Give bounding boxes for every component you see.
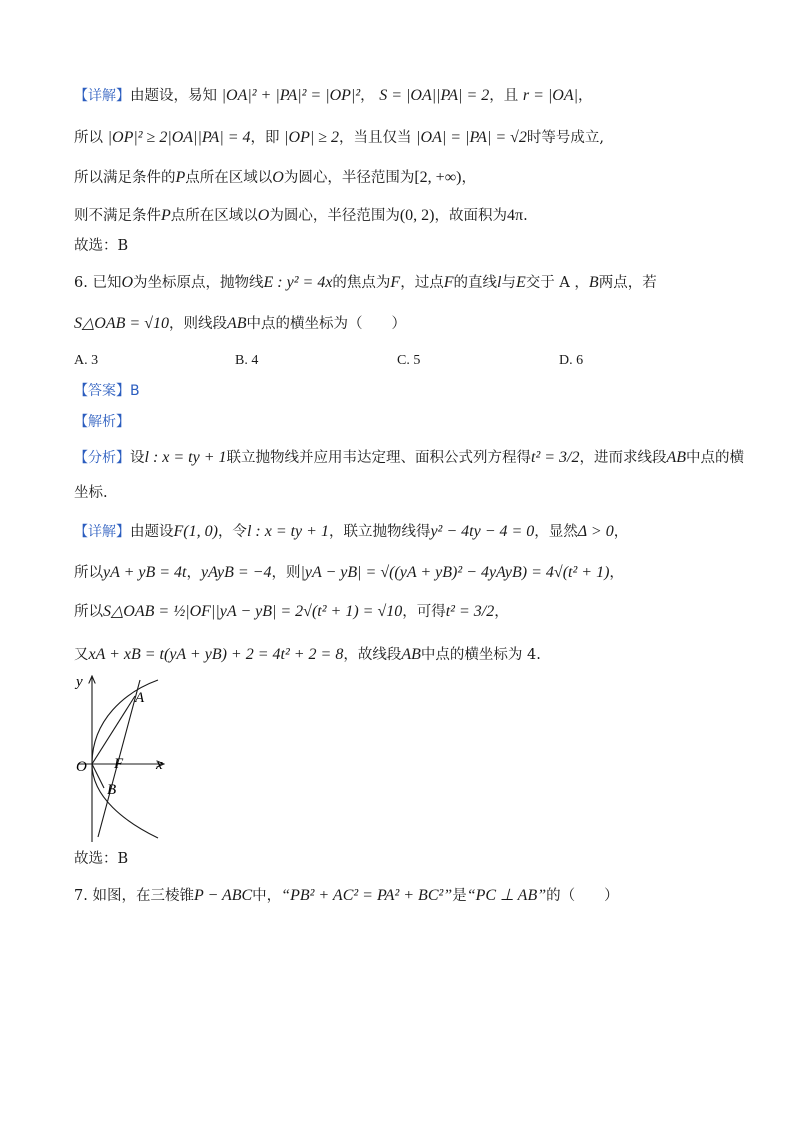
text: ，显然 xyxy=(534,524,578,540)
symbol-b: B xyxy=(588,274,599,291)
text: ， xyxy=(360,88,375,104)
selection-1: 故选：B xyxy=(74,238,129,254)
text: . xyxy=(523,208,528,224)
t-squared-value: t² = 3/2 xyxy=(531,449,580,466)
text: 所以满足条件的 xyxy=(74,170,176,186)
text: 为圆心，半径范围为 xyxy=(269,208,400,224)
text: 点所在区域以 xyxy=(185,170,273,186)
label-x: x xyxy=(156,757,163,773)
line-equation: l : x = ty + 1 xyxy=(144,449,227,466)
segment-oa xyxy=(92,696,135,764)
text: 为坐标原点，抛物线 xyxy=(133,275,264,291)
pyramid-name: P − ABC xyxy=(193,887,253,904)
symbol-f: F xyxy=(443,274,454,291)
text: 又 xyxy=(74,647,89,663)
detail2-line-1 xyxy=(74,522,628,541)
focus-point: F(1, 0) xyxy=(173,523,218,540)
text: 联立抛物线并应用韦达定理、面积公式列方程得 xyxy=(226,450,532,466)
analysis-line-2: 坐标. xyxy=(74,485,108,501)
text: ，令 xyxy=(217,524,247,540)
line-equation: l : x = ty + 1 xyxy=(246,523,329,540)
text: 则不满足条件 xyxy=(74,208,161,224)
text: ，则 xyxy=(271,565,301,581)
option-b[interactable]: B. 4 xyxy=(235,353,259,368)
option-c[interactable]: C. 5 xyxy=(397,353,421,368)
area-formula: S△OAB = ½|OF||yA − yB| = 2√(t² + 1) = √10 xyxy=(103,603,403,620)
analysis-line-1 xyxy=(74,448,744,467)
parabola-equation: E : y² = 4x xyxy=(263,274,333,291)
text: 中点的横坐标为（ ） xyxy=(246,316,407,332)
text: ， xyxy=(578,88,593,104)
symbol-o: O xyxy=(121,274,134,291)
symbol-o: O xyxy=(257,207,270,224)
text: ， xyxy=(494,604,509,620)
symbol-l: l xyxy=(496,274,502,291)
text: 是 xyxy=(452,888,467,904)
detail-tag: 【详解】 xyxy=(74,88,130,104)
text: 所以 xyxy=(74,604,103,620)
text: 所以 xyxy=(74,565,103,581)
quadratic-equation: y² − 4ty − 4 = 0 xyxy=(430,523,535,540)
formula-pythagoras: |OA|² + |PA|² = |OP|² xyxy=(221,87,361,104)
selection-2: 故选：B xyxy=(74,851,129,867)
symbol-e: E xyxy=(515,274,526,291)
vieta-sum: yA + yB = 4t xyxy=(103,564,187,581)
analysis-label: 【解析】 xyxy=(74,414,130,430)
text: 时等号成立, xyxy=(526,130,605,146)
text: ， xyxy=(609,565,624,581)
question-7 xyxy=(74,886,619,905)
text: 的直线 xyxy=(453,275,497,291)
area-value: 4π xyxy=(507,207,524,224)
symbol-f: F xyxy=(390,274,401,291)
label-b: B xyxy=(107,782,117,798)
text: 中， xyxy=(252,888,282,904)
formula-area: S = |OA||PA| = 2 xyxy=(379,87,490,104)
segment-ab: AB xyxy=(666,449,687,466)
detail-tag: 【详解】 xyxy=(74,524,130,540)
text: ，故线段 xyxy=(343,647,402,663)
answer-label: 【答案】B xyxy=(74,383,140,399)
formula-equality: |OA| = |PA| = √2 xyxy=(416,129,527,146)
interval-range: [2, +∞) xyxy=(414,169,462,186)
text: ， xyxy=(613,524,629,540)
discriminant: Δ > 0 xyxy=(577,523,614,540)
text: 的（ ） xyxy=(546,888,619,904)
option-d[interactable]: D. 6 xyxy=(559,353,584,368)
x-sum-formula: xA + xB = t(yA + yB) + 2 = 4t² + 2 = 8 xyxy=(88,646,344,663)
text: 所以 xyxy=(74,130,103,146)
symbol-p: P xyxy=(161,207,171,224)
text: ，联立抛物线得 xyxy=(328,524,431,540)
text: ，则线段 xyxy=(168,316,227,332)
text: 由题设 xyxy=(130,524,174,540)
text: 中点的横 xyxy=(686,450,745,466)
label-y: y xyxy=(76,674,83,690)
text: ，当且仅当 xyxy=(339,130,412,146)
t-squared-value: t² = 3/2 xyxy=(445,603,495,620)
parabola-curve xyxy=(92,680,158,838)
text: ， xyxy=(461,170,476,186)
detail-line-2 xyxy=(74,128,604,147)
vieta-product: yAyB = −4 xyxy=(201,564,272,581)
text: 点所在区域以 xyxy=(170,208,258,224)
interval-range: (0, 2) xyxy=(399,207,435,224)
label-a: A xyxy=(135,690,145,706)
detail-line-1 xyxy=(74,86,593,105)
formula-radius: r = |OA| xyxy=(522,87,578,104)
area-condition: S△OAB = √10 xyxy=(74,315,169,332)
text: 与 xyxy=(501,275,516,291)
detail2-line-2 xyxy=(74,563,624,582)
option-a[interactable]: A. 3 xyxy=(74,353,99,368)
formula-inequality: |OP|² ≥ 2|OA||PA| = 4 xyxy=(107,129,251,146)
text: 两点，若 xyxy=(598,275,657,291)
text: 7. 如图，在三棱锥 xyxy=(74,888,194,904)
segment-ab: AB xyxy=(401,646,421,663)
text: ，过点 xyxy=(400,275,444,291)
condition-equation: “PB² + AC² = PA² + BC²” xyxy=(281,887,453,904)
text: ， xyxy=(186,565,201,581)
label-o: O xyxy=(76,759,87,775)
text: 设 xyxy=(130,450,145,466)
segment-ab: AB xyxy=(226,315,247,332)
question-6-line-1 xyxy=(74,273,657,292)
text: ，且 xyxy=(489,88,519,104)
difference-formula: |yA − yB| = √((yA + yB)² − 4yAyB) = 4√(t² + 1) xyxy=(300,564,610,581)
label-f: F xyxy=(114,756,124,772)
text: 由题设，易知 xyxy=(130,88,217,104)
formula-op-bound: |OP| ≥ 2 xyxy=(284,129,340,146)
parabola-figure xyxy=(70,672,180,847)
text: 6. 已知 xyxy=(74,275,122,291)
symbol-o: O xyxy=(272,169,284,186)
analysis-tag: 【分析】 xyxy=(74,450,130,466)
detail2-line-4 xyxy=(74,645,541,664)
text: 交于 A ， xyxy=(525,275,589,291)
text: 中点的横坐标为 4. xyxy=(420,647,541,663)
text: ，可得 xyxy=(402,604,446,620)
detail-line-3 xyxy=(74,168,476,187)
text: ，即 xyxy=(250,130,280,146)
text: ，进而求线段 xyxy=(579,450,667,466)
text: 为圆心，半径范围为 xyxy=(283,170,415,186)
detail-line-4 xyxy=(74,206,528,225)
perpendicular-condition: “PC ⊥ AB” xyxy=(466,887,547,904)
question-6-line-2 xyxy=(74,314,406,333)
symbol-p: P xyxy=(175,169,186,186)
text: ，故面积为 xyxy=(434,208,507,224)
detail2-line-3 xyxy=(74,602,509,621)
text: 的焦点为 xyxy=(332,275,391,291)
